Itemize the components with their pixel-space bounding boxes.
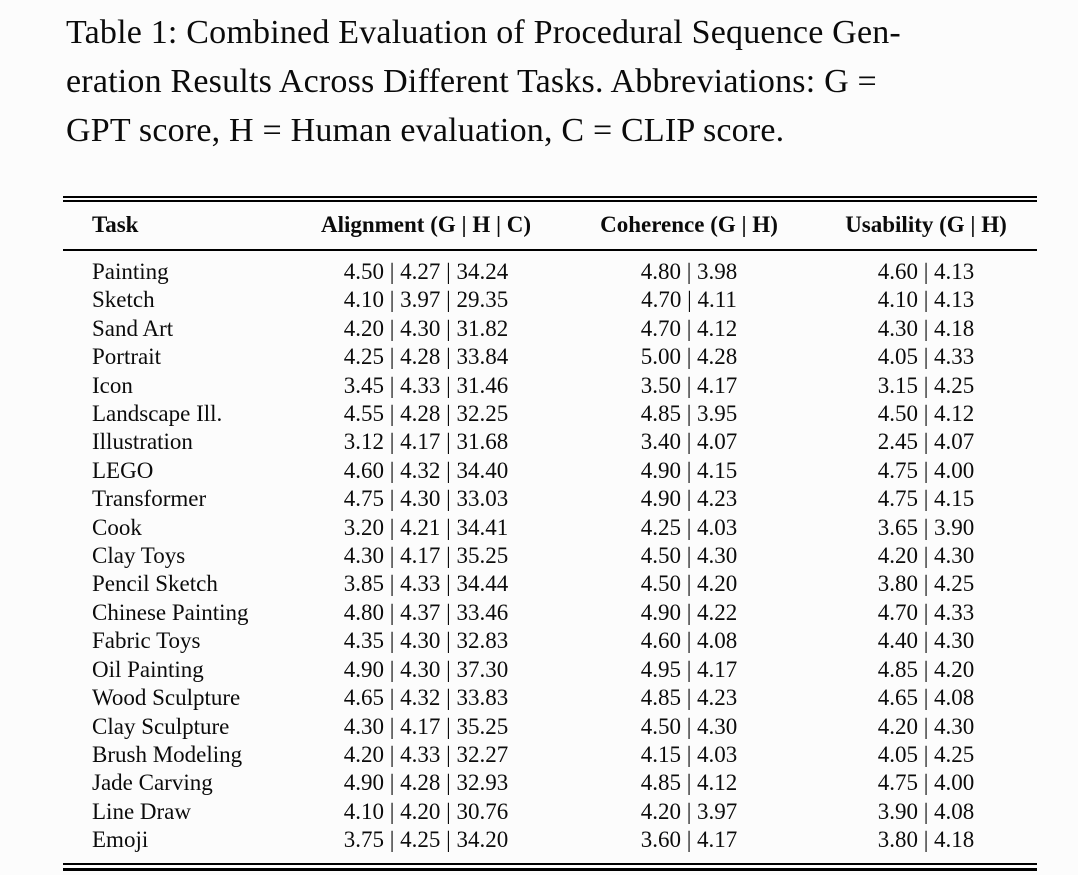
coherence-cell: 4.90 | 4.22 — [640, 599, 738, 625]
table-row — [63, 400, 1037, 428]
table-row — [63, 514, 1037, 542]
coherence-cell: 4.90 | 4.23 — [640, 486, 738, 512]
task-cell: Emoji — [92, 827, 149, 853]
alignment-cell: 4.90 | 4.28 | 32.93 — [343, 770, 509, 796]
usability-cell: 4.85 | 4.20 — [877, 656, 975, 682]
table-header-row — [63, 202, 1037, 249]
task-cell: Clay Toys — [92, 543, 186, 569]
coherence-cell: 5.00 | 4.28 — [640, 344, 738, 370]
task-cell: Painting — [92, 259, 169, 284]
alignment-cell: 4.75 | 4.30 | 33.03 — [343, 486, 509, 512]
table-body — [63, 251, 1037, 863]
usability-cell: 4.70 | 4.33 — [877, 599, 975, 625]
task-cell: Line Draw — [92, 798, 191, 824]
usability-cell: 4.20 | 4.30 — [877, 543, 975, 569]
coherence-cell: 4.25 | 4.03 — [640, 514, 738, 540]
usability-cell: 4.20 | 4.30 — [877, 713, 975, 739]
usability-cell: 4.10 | 4.13 — [877, 287, 975, 313]
usability-cell: 3.80 | 4.25 — [877, 571, 975, 597]
table-row — [63, 826, 1037, 854]
header-task: Task — [92, 212, 139, 237]
task-cell: Brush Modeling — [92, 741, 243, 767]
usability-cell: 4.65 | 4.08 — [877, 685, 975, 711]
alignment-cell: 4.60 | 4.32 | 34.40 — [343, 457, 509, 483]
alignment-cell: 4.10 | 3.97 | 29.35 — [343, 287, 509, 313]
task-cell: Jade Carving — [92, 770, 213, 796]
usability-cell: 2.45 | 4.07 — [877, 429, 975, 455]
alignment-cell: 4.30 | 4.17 | 35.25 — [343, 713, 509, 739]
alignment-cell: 4.80 | 4.37 | 33.46 — [343, 599, 509, 625]
coherence-cell: 4.70 | 4.12 — [640, 315, 738, 341]
usability-cell: 3.65 | 3.90 — [877, 514, 975, 540]
table-row — [63, 428, 1037, 456]
usability-cell: 4.60 | 4.13 — [877, 259, 975, 284]
task-cell: Portrait — [92, 344, 161, 370]
alignment-cell: 3.85 | 4.33 | 34.44 — [343, 571, 509, 597]
table-row — [63, 542, 1037, 570]
coherence-cell: 4.70 | 4.11 — [641, 287, 737, 313]
header-usability: Usability (G | H) — [845, 212, 1007, 237]
coherence-cell: 4.20 | 3.97 — [640, 798, 738, 824]
coherence-cell: 4.60 | 4.08 — [640, 628, 738, 654]
table-row — [63, 741, 1037, 769]
alignment-cell: 4.20 | 4.33 | 32.27 — [343, 741, 509, 767]
coherence-cell: 4.90 | 4.15 — [640, 457, 738, 483]
usability-cell: 4.75 | 4.00 — [877, 457, 975, 483]
table-row — [63, 570, 1037, 598]
caption-line-2: eration Results Across Different Tasks. Abbreviations: G = — [66, 63, 877, 100]
alignment-cell: 4.65 | 4.32 | 33.83 — [343, 685, 509, 711]
task-cell: Pencil Sketch — [92, 571, 218, 597]
usability-cell: 4.50 | 4.12 — [877, 401, 975, 427]
coherence-cell: 4.85 | 4.23 — [640, 685, 738, 711]
table-row — [63, 627, 1037, 655]
table-row — [63, 258, 1037, 286]
table-row — [63, 798, 1037, 826]
task-cell: Illustration — [92, 429, 193, 455]
usability-cell: 4.75 | 4.15 — [877, 486, 975, 512]
table-caption — [66, 8, 1046, 155]
task-cell: Sand Art — [92, 315, 174, 341]
task-cell: Wood Sculpture — [92, 685, 241, 711]
coherence-cell: 4.80 | 3.98 — [640, 259, 738, 284]
task-cell: Clay Sculpture — [92, 713, 230, 739]
coherence-cell: 4.15 | 4.03 — [640, 741, 738, 767]
usability-cell: 3.80 | 4.18 — [877, 827, 975, 853]
coherence-cell: 3.50 | 4.17 — [640, 372, 738, 398]
task-cell: Fabric Toys — [92, 628, 201, 654]
alignment-cell: 3.20 | 4.21 | 34.41 — [343, 514, 509, 540]
table-row — [63, 315, 1037, 343]
coherence-cell: 4.85 | 4.12 — [640, 770, 738, 796]
task-cell: Chinese Painting — [92, 599, 249, 625]
alignment-cell: 3.45 | 4.33 | 31.46 — [343, 372, 509, 398]
coherence-cell: 3.40 | 4.07 — [640, 429, 738, 455]
usability-cell: 4.75 | 4.00 — [877, 770, 975, 796]
table-row — [63, 286, 1037, 314]
alignment-cell: 3.12 | 4.17 | 31.68 — [343, 429, 509, 455]
usability-cell: 4.05 | 4.33 — [877, 344, 975, 370]
task-cell: Icon — [92, 372, 133, 398]
results-table — [63, 196, 1037, 871]
alignment-cell: 4.20 | 4.30 | 31.82 — [343, 315, 509, 341]
usability-cell: 4.30 | 4.18 — [877, 315, 975, 341]
table-row — [63, 769, 1037, 797]
task-cell: Oil Painting — [92, 656, 204, 682]
alignment-cell: 4.35 | 4.30 | 32.83 — [343, 628, 509, 654]
table-row — [63, 684, 1037, 712]
table-row — [63, 599, 1037, 627]
caption-line-3: GPT score, H = Human evaluation, C = CLIP score. — [66, 112, 785, 149]
usability-cell: 3.15 | 4.25 — [877, 372, 975, 398]
usability-cell: 4.40 | 4.30 — [877, 628, 975, 654]
coherence-cell: 3.60 | 4.17 — [640, 827, 738, 853]
alignment-cell: 4.50 | 4.27 | 34.24 — [343, 259, 509, 284]
table-bottom-rule — [63, 863, 1037, 871]
table-row — [63, 372, 1037, 400]
table-row — [63, 485, 1037, 513]
usability-cell: 3.90 | 4.08 — [877, 798, 975, 824]
alignment-cell: 3.75 | 4.25 | 34.20 — [343, 827, 509, 853]
coherence-cell: 4.50 | 4.30 — [640, 543, 738, 569]
usability-cell: 4.05 | 4.25 — [877, 741, 975, 767]
caption-line-1: Table 1: Combined Evaluation of Procedural Sequence Gen- — [66, 14, 901, 51]
task-cell: Cook — [92, 514, 142, 540]
task-cell: Landscape Ill. — [92, 401, 223, 427]
alignment-cell: 4.10 | 4.20 | 30.76 — [343, 798, 509, 824]
coherence-cell: 4.95 | 4.17 — [640, 656, 738, 682]
coherence-cell: 4.50 | 4.20 — [640, 571, 738, 597]
coherence-cell: 4.50 | 4.30 — [640, 713, 738, 739]
coherence-cell: 4.85 | 3.95 — [640, 401, 738, 427]
alignment-cell: 4.30 | 4.17 | 35.25 — [343, 543, 509, 569]
table-row — [63, 656, 1037, 684]
header-alignment: Alignment (G | H | C) — [320, 212, 532, 237]
table-row — [63, 457, 1037, 485]
task-cell: LEGO — [92, 457, 154, 483]
header-coherence: Coherence (G | H) — [600, 212, 778, 237]
alignment-cell: 4.25 | 4.28 | 33.84 — [343, 344, 509, 370]
task-cell: Transformer — [92, 486, 207, 512]
table-row — [63, 343, 1037, 371]
table-row — [63, 713, 1037, 741]
alignment-cell: 4.55 | 4.28 | 32.25 — [343, 401, 509, 427]
alignment-cell: 4.90 | 4.30 | 37.30 — [343, 656, 509, 682]
task-cell: Sketch — [92, 287, 155, 313]
